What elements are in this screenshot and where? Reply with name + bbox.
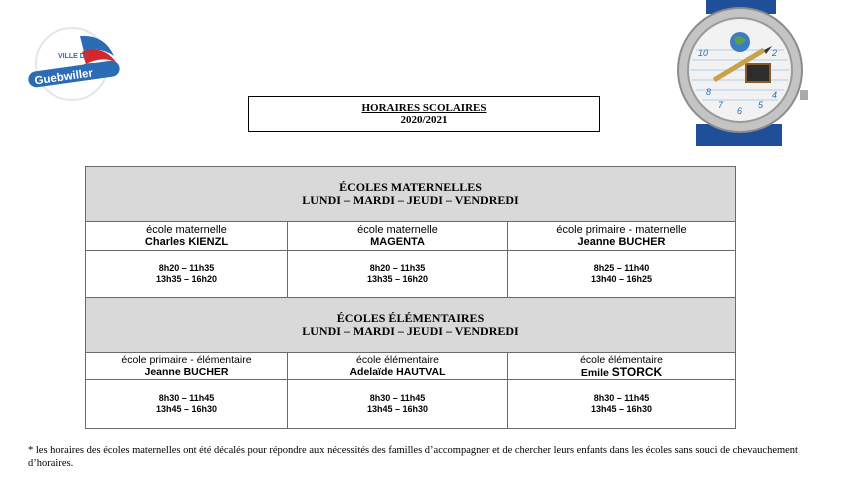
afternoon-hours: 13h45 – 16h30 [590,404,653,414]
schedule-table [85,166,736,429]
hours-cell [288,251,508,298]
watch-digit-5: 5 [758,100,764,110]
watch-digit-8: 8 [706,87,712,97]
school-cell [86,222,288,251]
morning-hours: 8h20 – 11h35 [158,263,215,273]
school-type: école élémentaire [356,354,439,366]
school-type: école maternelle [357,224,438,236]
morning-hours: 8h30 – 11h45 [369,393,426,403]
afternoon-hours: 13h40 – 16h25 [590,274,653,284]
school-name: Jeanne BUCHER [144,366,229,378]
watch-digit-7: 7 [718,100,724,110]
afternoon-hours: 13h45 – 16h30 [366,404,429,414]
school-type: école maternelle [146,224,227,236]
morning-hours: 8h30 – 11h45 [593,393,650,403]
afternoon-hours: 13h45 – 16h30 [155,404,218,414]
school-type: école élémentaire [580,353,663,366]
logo-line1: VILLE DE [58,53,90,60]
guebwiller-logo [22,26,128,106]
page-title [248,96,600,132]
watch-icon [660,0,810,146]
watch-digit-6: 6 [737,106,743,116]
school-name: Jeanne BUCHER [577,236,666,248]
elementaires-days: LUNDI – MARDI – JEUDI – VENDREDI [302,324,519,338]
morning-hours: 8h20 – 11h35 [369,263,426,273]
morning-hours: 8h30 – 11h45 [158,393,215,403]
watch-digit-4: 4 [772,90,778,100]
school-type: école primaire - élémentaire [121,354,252,366]
title-line2: 2020/2021 [400,114,448,126]
school-cell [508,353,736,380]
elementaires-header [86,298,736,353]
school-name: Charles KIENZL [144,236,229,248]
morning-hours: 8h25 – 11h40 [593,263,650,273]
school-type: école primaire - maternelle [556,224,687,236]
school-name: STORCK [611,364,663,379]
afternoon-hours: 13h35 – 16h20 [366,274,429,284]
maternelles-heading: ÉCOLES MATERNELLES [339,180,482,194]
school-cell [508,222,736,251]
school-name-prefix: Emile [580,366,609,379]
watch-digit-2: 2 [772,48,778,58]
watch-digit-10: 10 [698,48,709,58]
logo-line2: Guebwiller [33,67,94,88]
footnote: * les horaires des écoles maternelles ont été décalés pour répondre aux nécessités des familles d’accompagner et de chercher leurs enfants dans les écoles sans souci de chevauchement d’horaires. [28,445,798,469]
title-line1: HORAIRES SCOLAIRES [361,102,487,114]
hours-cell [508,251,736,298]
maternelles-days: LUNDI – MARDI – JEUDI – VENDREDI [302,193,519,207]
afternoon-hours: 13h35 – 16h20 [155,274,218,284]
school-cell [288,222,508,251]
hours-cell [288,380,508,429]
maternelles-header [86,167,736,222]
school-cell [288,353,508,380]
school-name: Adelaïde HAUTVAL [349,366,446,378]
elementaires-heading: ÉCOLES ÉLÉMENTAIRES [336,311,485,325]
hours-cell [86,251,288,298]
hours-cell [86,380,288,429]
hours-cell [508,380,736,429]
school-cell [86,353,288,380]
school-name: MAGENTA [370,236,425,248]
